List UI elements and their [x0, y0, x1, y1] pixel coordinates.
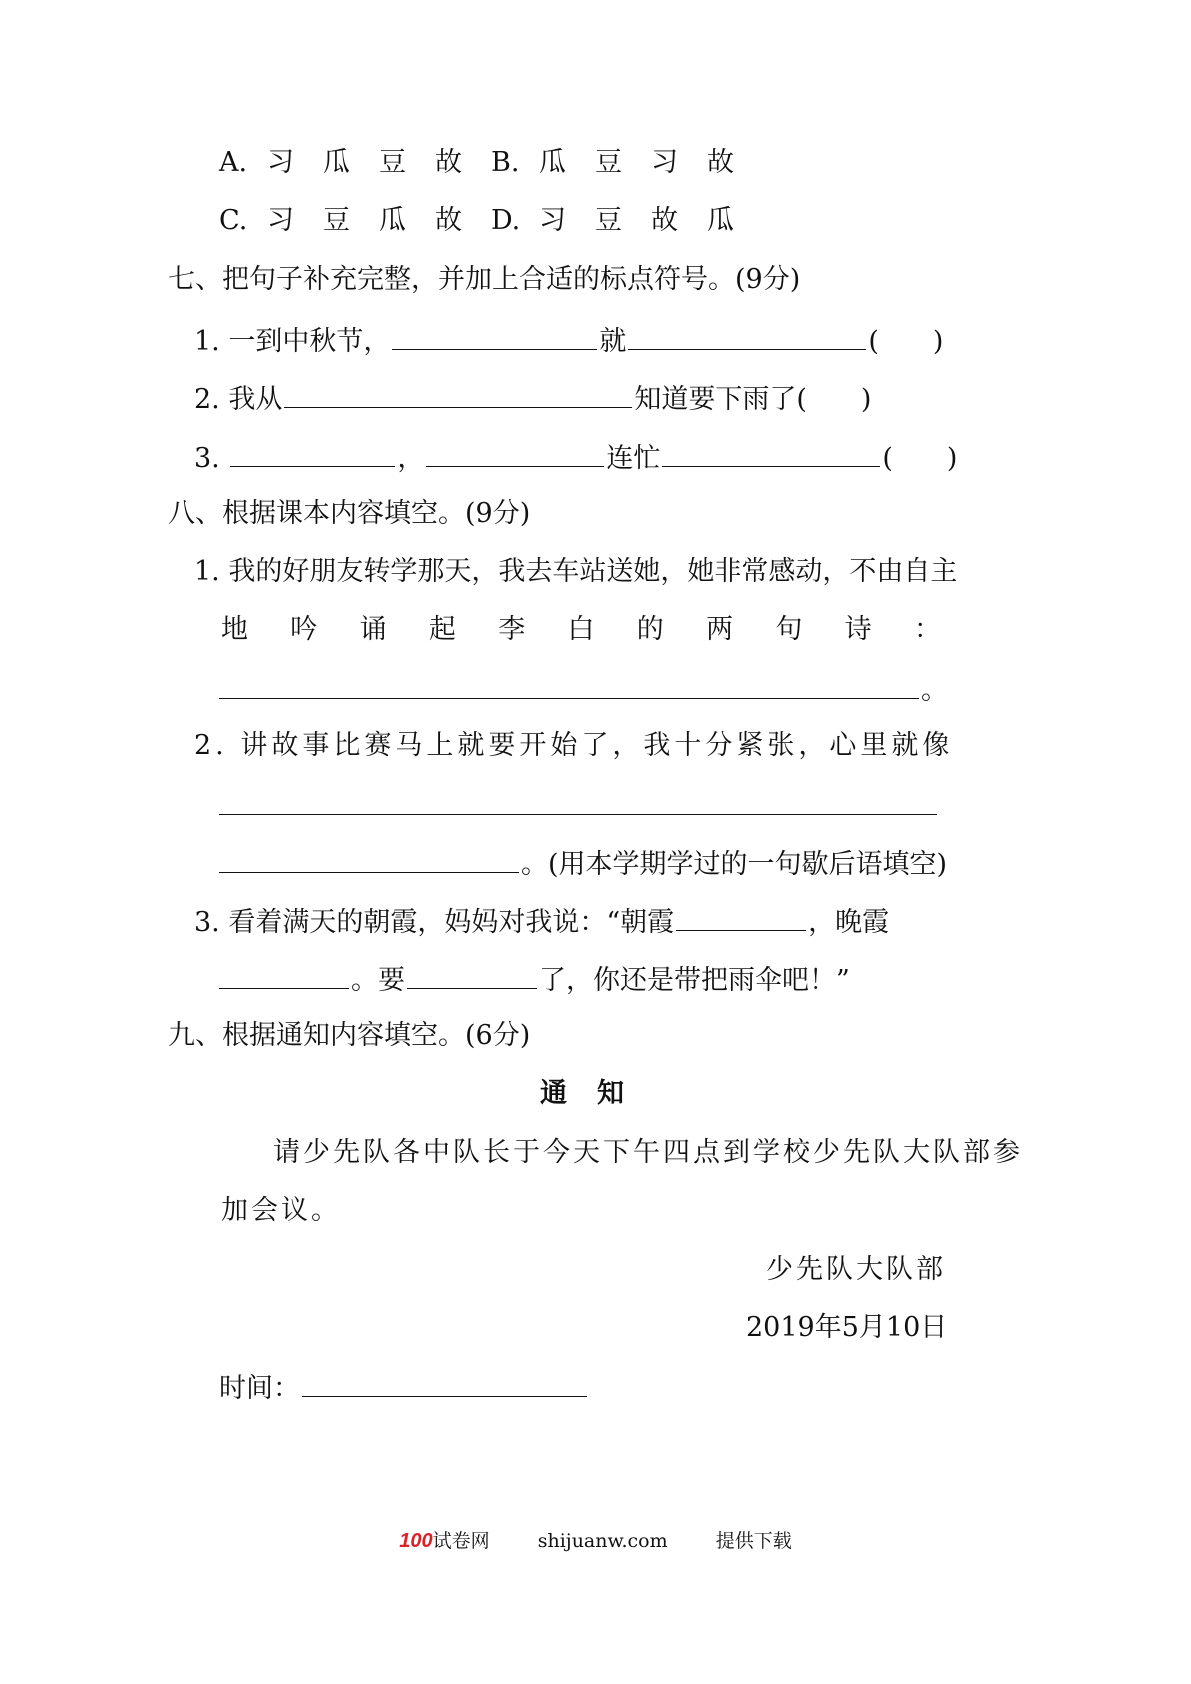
answer-blank[interactable]	[284, 377, 632, 408]
item-number: 3.	[194, 907, 220, 938]
option-label: A.	[219, 147, 248, 178]
q9-time-row	[219, 1366, 589, 1409]
answer-blank[interactable]	[662, 436, 880, 467]
option-char: 瓜	[379, 205, 406, 236]
text-char: 句	[775, 614, 803, 645]
option-char: 故	[707, 147, 734, 178]
site-name: 试卷网	[432, 1530, 490, 1552]
answer-blank[interactable]	[230, 436, 395, 467]
text-char: 两	[706, 614, 734, 645]
site-url[interactable]: shijuanw.com	[537, 1530, 668, 1552]
option-char: 瓜	[539, 147, 566, 178]
q7-item-2-text-a: 我从	[228, 384, 283, 415]
notice-body-line-2: 加会议。	[221, 1195, 341, 1226]
answer-blank[interactable]	[392, 319, 597, 350]
q8-item-3-text-b: ，晚霞	[808, 907, 890, 938]
text-char: 李	[498, 614, 526, 645]
option-label: D.	[491, 205, 521, 236]
q8-item-1	[194, 552, 957, 592]
section-7-heading: 七、把句子补充完整，并加上合适的标点符号。(9分)	[168, 264, 801, 295]
q8-item-2-text: 讲故事比赛马上就要开始了，我十分紧张，心里就像	[240, 730, 954, 761]
answer-blank[interactable]	[676, 900, 806, 931]
q7-item-1	[194, 319, 942, 362]
text-char: 诗	[844, 614, 872, 645]
q7-item-3-text-b: 连忙	[606, 443, 661, 474]
text-char: 的	[636, 614, 664, 645]
q7-item-2-text-b: 知道要下雨了	[634, 384, 797, 415]
options-row-2	[219, 201, 763, 241]
notice-date: 2019年5月10日	[746, 1312, 948, 1343]
answer-blank[interactable]	[219, 784, 937, 815]
q7-item-3	[194, 436, 957, 479]
option-char: 习	[539, 205, 566, 236]
option-char: 习	[651, 147, 678, 178]
punctuation-blank[interactable]: ( )	[796, 384, 872, 415]
q8-item-3-text-d: 了，你还是带把雨伞吧！”	[539, 965, 850, 996]
q8-item-3-line-2	[219, 958, 850, 1001]
q8-item-3-text-a: 看着满天的朝霞，妈妈对我说：“朝霞	[228, 907, 675, 938]
option-char: 习	[267, 205, 294, 236]
section-9-heading: 九、根据通知内容填空。(6分)	[168, 1020, 531, 1051]
q8-item-3	[194, 900, 889, 943]
text-char: 起	[428, 614, 456, 645]
option-char: 瓜	[323, 147, 350, 178]
q7-item-1-text-a: 一到中秋节，	[228, 326, 391, 357]
option-char: 习	[267, 147, 294, 178]
answer-blank[interactable]	[407, 958, 537, 989]
text-char: 地	[221, 614, 248, 645]
site-logo: 100	[399, 1530, 433, 1552]
item-number: 1.	[194, 326, 220, 357]
text-char: ：	[913, 614, 941, 645]
q8-item-2	[194, 726, 953, 766]
option-label: B.	[491, 147, 520, 178]
item-number: 2.	[194, 730, 228, 761]
q8-item-2-line-2	[219, 784, 939, 827]
q8-item-2-hint: 。(用本学期学过的一句歇后语填空)	[521, 849, 948, 880]
item-number: 1.	[194, 556, 220, 587]
text-char: 诵	[359, 614, 387, 645]
section-8-heading: 八、根据课本内容填空。(9分)	[168, 498, 531, 529]
answer-blank[interactable]	[219, 958, 349, 989]
comma: ，	[397, 443, 425, 474]
page-footer	[0, 1526, 1191, 1553]
q8-item-1-text: 我的好朋友转学那天，我去车站送她，她非常感动，不由自主	[228, 556, 958, 587]
answer-blank[interactable]	[219, 668, 919, 699]
punctuation-blank[interactable]: ( )	[868, 326, 944, 357]
option-label: C.	[219, 205, 248, 236]
punctuation-blank[interactable]: ( )	[882, 443, 958, 474]
notice-title: 通知	[540, 1078, 654, 1109]
option-char: 豆	[595, 147, 622, 178]
site-tagline: 提供下载	[715, 1530, 792, 1552]
time-label: 时间：	[219, 1373, 300, 1404]
period: 。	[921, 675, 948, 706]
answer-blank[interactable]	[302, 1366, 587, 1397]
q7-item-1-text-b: 就	[599, 326, 627, 357]
q8-item-1-line-3	[219, 668, 948, 711]
option-char: 豆	[323, 205, 350, 236]
answer-blank[interactable]	[628, 319, 866, 350]
option-char: 豆	[595, 205, 622, 236]
answer-blank[interactable]	[426, 436, 604, 467]
notice-signature: 少先队大队部	[766, 1254, 946, 1285]
item-number: 3.	[194, 443, 220, 474]
option-char: 故	[435, 147, 462, 178]
text-char: 白	[567, 614, 595, 645]
option-char: 豆	[379, 147, 406, 178]
option-char: 故	[435, 205, 462, 236]
text-char: 吟	[290, 614, 318, 645]
notice-body-line-1: 请少先队各中队长于今天下午四点到学校少先队大队部参	[273, 1137, 1023, 1168]
q8-item-1-line-2	[221, 610, 941, 650]
item-number: 2.	[194, 384, 220, 415]
q8-item-3-text-c: 。要	[351, 965, 405, 996]
option-char: 故	[651, 205, 678, 236]
q8-item-2-line-3	[219, 842, 947, 885]
q7-item-2	[194, 377, 871, 420]
option-char: 瓜	[707, 205, 734, 236]
options-row-1	[219, 143, 763, 183]
answer-blank[interactable]	[219, 842, 519, 873]
